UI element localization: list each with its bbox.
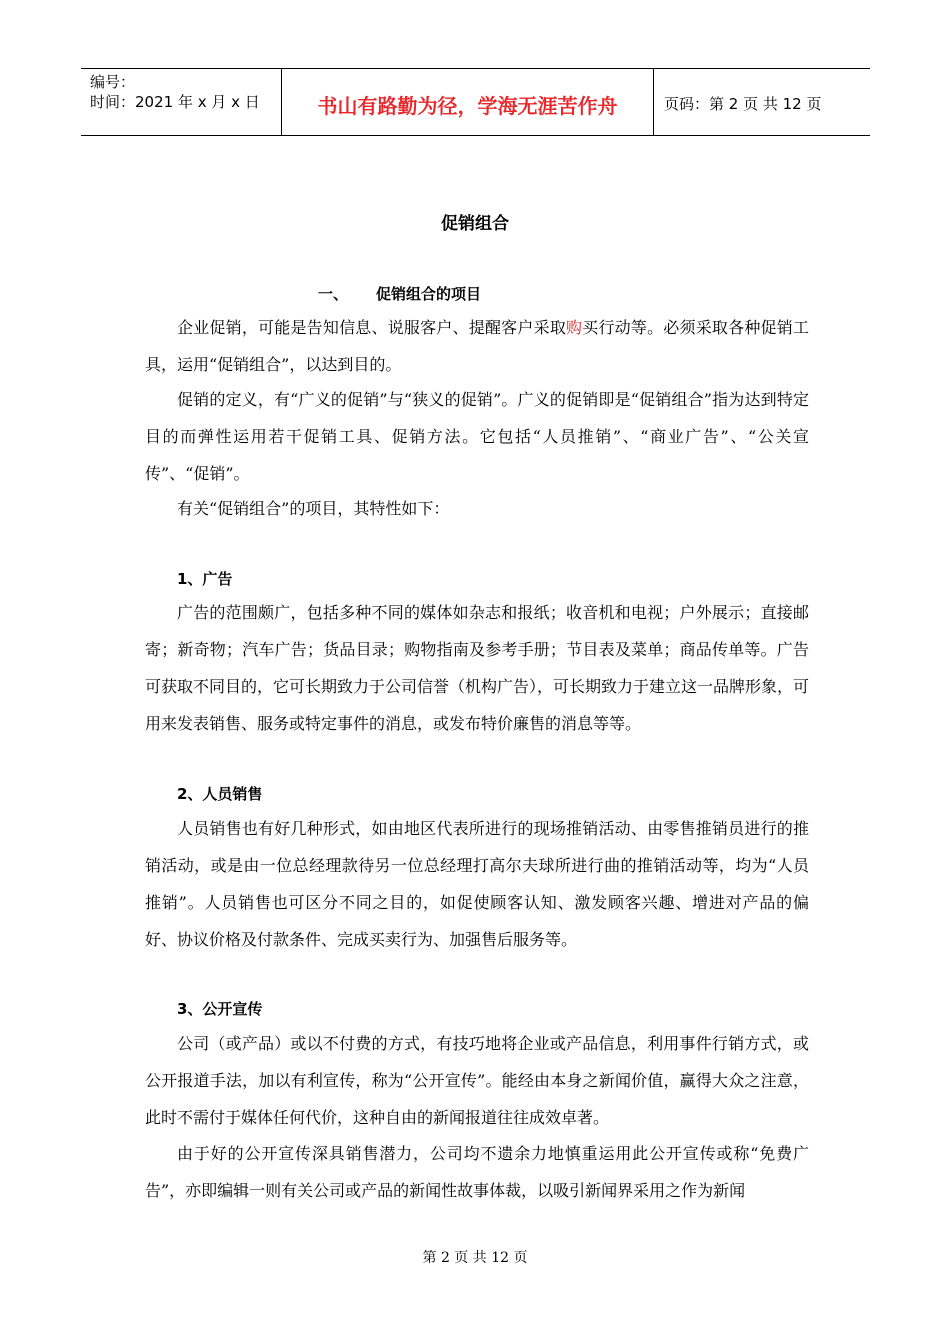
subheading-advertising: 1、广告	[177, 570, 233, 588]
paragraph-definition: 促销的定义，有“广义的促销”与“狭义的促销”。广义的促销即是“促销组合”指为达到特定目的而弹性运用若干促销工具、促销方法。它包括“人员推销”、“商业广告”、“公关宣传”、“促销”。	[145, 390, 809, 483]
section-number: 一、	[318, 285, 349, 303]
paragraph-intro	[145, 309, 809, 383]
section-title: 促销组合的项目	[376, 285, 482, 303]
paragraph-advertising: 广告的范围颇广，包括多种不同的媒体如杂志和报纸；收音机和电视；户外展示；直接邮寄；新奇物；汽车广告；货品目录；购物指南及参考手册；节目表及菜单；商品传单等。广告可获取不同目的，它可长期致力于公司信誉（机构广告），可长期致力于建立这一品牌形象，可用来发表销售、服务或特定事件的消息，或发布特价廉售的消息等等。	[145, 603, 810, 733]
document-title: 促销组合	[441, 214, 509, 234]
document-time-label: 时间：2021 年 x 月 x 日	[90, 93, 260, 111]
subheading-personal-selling: 2、人员销售	[177, 785, 263, 803]
paragraph-publicity-1: 公司（或产品）或以不付费的方式，有技巧地将企业或产品信息，利用事件行销方式，或公开报道手法，加以有利宣传，称为“公开宣传”。能经由本身之新闻价值，赢得大众之注意，此时不需付于媒体任何代价，这种自由的新闻报道往往成效卓著。	[145, 1034, 809, 1127]
paragraph-publicity-2: 由于好的公开宣传深具销售潜力，公司均不遗余力地慎重运用此公开宣传或称“免费广告”，亦即编辑一则有关公司或产品的新闻性故事体裁，以吸引新闻界采用之作为新闻	[145, 1144, 809, 1200]
highlighted-character: 购	[566, 318, 583, 337]
header-motto: 书山有路勤为径，学海无涯苦作舟	[282, 69, 654, 135]
page-footer: 第 2 页 共 12 页	[422, 1250, 528, 1266]
document-number-label: 编号：	[90, 73, 136, 91]
section-heading	[318, 283, 481, 304]
paragraph-intro-text-b: 买行动等。必须采取各种促销工具，运用“促销组合”，以达到目的。	[145, 318, 809, 374]
paragraph-intro-text-a: 企业促销，可能是告知信息、说服客户、提醒客户采取	[177, 318, 567, 337]
header-table	[81, 68, 870, 136]
header-meta-cell	[81, 69, 282, 135]
paragraph-personal-selling: 人员销售也有好几种形式，如由地区代表所进行的现场推销活动、由零售推销员进行的推销活动，或是由一位总经理款待另一位总经理打高尔夫球所进行曲的推销活动等，均为“人员推销”。人员销售也可区分不同之目的，如促使顾客认知、激发顾客兴趣、增进对产品的偏好、协议价格及付款条件、完成买卖行为、加强售后服务等。	[145, 819, 809, 949]
header-page-number: 页码：第 2 页 共 12 页	[664, 94, 822, 113]
paragraph-items-intro: 有关“促销组合”的项目，其特性如下：	[177, 499, 450, 518]
subheading-publicity: 3、公开宣传	[177, 1000, 263, 1018]
